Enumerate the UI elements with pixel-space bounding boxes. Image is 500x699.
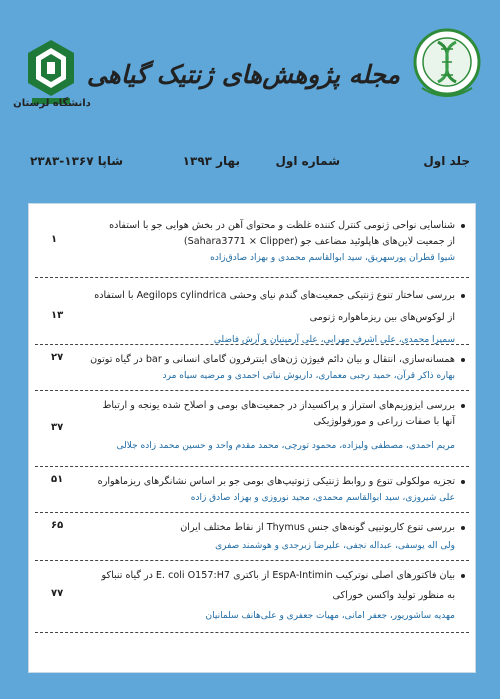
article-authors: بهاره ذاکر قرآن، حمید رجبی معماری، داریوش نباتی احمدی و مرضیه سیاه مرد (162, 371, 455, 381)
bullet-icon (461, 404, 465, 408)
page-number: ۳۷ (51, 422, 64, 433)
article-title-line: بررسی ایزوزیم‌های استراز و پراکسیداز در جمعیت‌های بومی و اصلاح شده یونجه و ارتباط (49, 398, 463, 414)
issue-info-bar (30, 150, 470, 176)
page-number: ۱۳ (51, 310, 64, 321)
divider (35, 560, 469, 561)
issue-number: شماره اول (275, 154, 340, 168)
toc-item[interactable] (49, 352, 463, 384)
article-authors: شیوا قطران پورسهریق، سید ابوالقاسم محمدی و بهزاد صادق‌زاده (210, 253, 455, 263)
page-number: ۶۵ (51, 520, 64, 531)
university-caption: دانشگاه لرستان (13, 98, 91, 109)
article-title-line: آنها با صفات زراعی و مورفولوژیکی (313, 416, 455, 427)
page-number: ۵۱ (51, 474, 64, 485)
divider (35, 277, 469, 278)
issue-volume: جلد اول (423, 154, 470, 168)
journal-dna-logo-icon (412, 22, 482, 106)
bullet-icon (461, 480, 465, 484)
divider (35, 344, 469, 345)
table-of-contents (28, 203, 476, 673)
article-authors: سمیرا محمدی، علی اشرف مهرابی، علی آرمینیان و آرش فاضلی (213, 335, 455, 345)
toc-item[interactable] (49, 474, 463, 506)
article-authors: مریم احمدی، مصطفی ولیزاده، محمود تورچی، محمد مقدم واحد و حسین محمد زاده جلالی (116, 441, 455, 451)
page-number: ۱ (51, 234, 58, 245)
divider (35, 632, 469, 633)
toc-item[interactable] (49, 568, 463, 624)
bullet-icon (461, 294, 465, 298)
article-authors: مهدیه ساشوریور، جعفر امانی، مهیات جعفری و علی‌هانف سلمانیان (205, 611, 455, 621)
article-title-line: بررسی تنوع کاریوتیپی گونه‌های جنس Thymus از نقاط مختلف ایران (49, 520, 463, 536)
cover-header (0, 0, 500, 145)
toc-item[interactable] (49, 520, 463, 554)
divider (35, 466, 469, 467)
article-authors: علی شیروزی، سید ابوالقاسم محمدی، مجید نوروزی و بهزاد صادق زاده (190, 493, 455, 503)
article-title-line: بررسی ساختار تنوع ژنتیکی جمعیت‌های گندم نیای وحشی Aegilops cylindrica با استفاده (49, 288, 463, 304)
article-title-line: شناسایی نواحی ژنومی کنترل کننده غلظت و محتوای آهن در بخش هوایی جو با استفاده (49, 218, 463, 234)
divider (35, 390, 469, 391)
bullet-icon (461, 224, 465, 228)
article-authors: ولی اله یوسفی، عبداله نجفی، علیرضا زبرجدی و هوشمند صفری (215, 541, 455, 551)
divider (35, 512, 469, 513)
page-number: ۷۷ (51, 588, 64, 599)
journal-title: مجله پژوهش‌های ژنتیک گیاهی (86, 60, 400, 89)
article-title-line: به منظور تولید واکسن خوراکی (332, 590, 455, 601)
page-number: ۲۷ (51, 352, 64, 363)
article-title-line: تجزیه مولکولی تنوع و روابط ژنتیکی ژنوتیپ‌های بومی جو بر اساس نشانگرهای ریزماهواره (49, 474, 463, 490)
lorestan-university-logo-icon (22, 22, 80, 130)
bullet-icon (461, 358, 465, 362)
issue-season: بهار ۱۳۹۳ (182, 154, 240, 168)
toc-item[interactable] (49, 398, 463, 454)
bullet-icon (461, 526, 465, 530)
article-title-line: بیان فاکتورهای اصلی نوترکیب EspA-Intimin از باکتری E. coli O157:H7 در گیاه تنباکو (49, 568, 463, 584)
issue-issn: شاپا ۱۳۶۷-۲۳۸۳ (30, 154, 124, 168)
article-title-line: از جمعیت لاین‌های هاپلوئید مضاعف جو (Sahara3771 × Clipper) (183, 236, 455, 247)
toc-item[interactable] (49, 218, 463, 266)
toc-item[interactable] (49, 288, 463, 348)
article-title-line: از لوکوس‌های بین ریزماهواره ژنومی (309, 312, 455, 323)
article-title-line: همسانه‌سازی، انتقال و بیان دائم فیوژن ژن‌های اینترفرون گامای انسانی و bar در گیاه توتون (49, 352, 463, 368)
bullet-icon (461, 574, 465, 578)
